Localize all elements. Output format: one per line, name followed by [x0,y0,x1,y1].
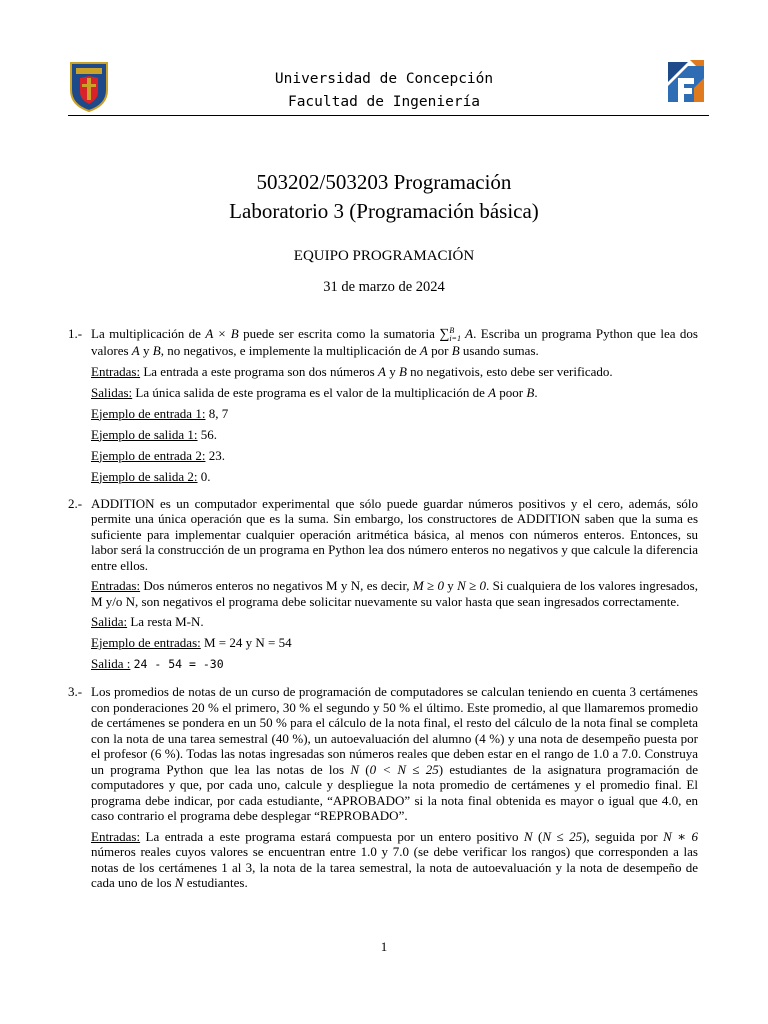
example-output-line: Salida : 24 - 54 = -30 [91,656,224,672]
output-line: Salida: La resta M-N. [91,614,204,630]
header-divider [68,115,709,116]
course-title: 503202/503203 Programación [256,170,512,194]
author: EQUIPO PROGRAMACIÓN [293,248,475,264]
exercise-statement: ADDITION es un computador experimental que sólo puede guardar números positivos y el cero, además, sólo permite una única operación que es la suma. Sin embargo, los constructores de ADDITION saben que la suma es suficiente para implementar cualquier operación aritmética básica, al menos con números enteros. Entonces, su labor será la construcción de un programa en Python lea dos número enteros no negativos y que calcule la diferencia entre ellos. [91,495,698,573]
example-line: Ejemplo de salida 1: 56. [91,426,218,442]
inputs-line: Entradas: La entrada a este programa estará compuesta por un entero positivo N (N ≤ 25), seguida por N ∗ 6 números reales cuyos valores se encuentran entre 1.0 y 7.0 (se debe verificar los rangos) que corresponden a las notas de los certámenes 1 al 3, la nota de la tarea semestral, la nota de autoevaluación y la nota de desempeño de cada uno de los N estudiantes. [91,828,698,891]
example-line: Ejemplo de entrada 1: 8, 7 [91,405,229,421]
example-line: Ejemplo de entrada 2: 23. [91,447,225,463]
exercise-statement: La multiplicación de A × B puede ser escrita como la sumatoria ∑B i=1 A. Escriba un programa Python que lea dos valores A y B, no negativos, e implemente la multiplicación de A por B usando sumas. [91,326,698,359]
summation: ∑ [439,327,450,342]
exercise-2 [68,496,698,679]
document-title [0,168,768,226]
university-name: Universidad de Concepción [274,71,494,87]
date: 31 de marzo de 2024 [323,279,445,295]
lab-title: Laboratorio 3 (Programación básica) [229,199,539,223]
exercise-number: 1.- [68,326,83,341]
exercise-number: 3.- [68,684,83,700]
outputs-line: Salidas: La única salida de este programa es el valor de la multiplicación de A poor B. [91,384,538,400]
inputs-line: Entradas: Dos números enteros no negativos M y N, es decir, M ≥ 0 y N ≥ 0. Si cualquiera de los valores ingresados, M y/o N, son negativos el programa debe solicitar nuevamente su valor hasta que sean ingresados correctamente. [91,578,698,609]
exercise-statement: Los promedios de notas de un curso de programación de computadores se calculan teniendo en cuenta 3 certámenes con ponderaciones 20 % el primero, 30 % el segundo y 50 % el último. Este promedio, al que llamaremos promedio de certámenes se pondera en un 50 % para el cálculo de la nota final, el resto del cálculo de la nota final se completa con la nota de una tarea semestral (40 %), un autoevaluación del alumno (4 %) y una nota de desempeño puesta por el profesor (6 %). Todas las notas ingresadas son números reales que deben estar en el rango de 1.0 a 7.0. Construya un programa Python que lea las notas de los N (0 < N ≤ 25) estudiantes de la asignatura programación de computadores y que, por cada uno, calcule y despliegue la nota promedio de certámenes y el promedio final. El programa debe indicar, por cada estudiante, “APROBADO” si la nota final obtenida es mayor o igual que 4.0, en caso contrario el programa debe desplegar “REPROBADO”. [91,684,698,824]
page-number: 1 [380,939,388,954]
faculty-logo-icon [664,58,706,106]
exercise-number: 2.- [68,495,83,511]
exercise-1 [68,326,698,490]
header-block [0,68,768,114]
exercise-list [68,326,698,902]
faculty-name: Facultad de Ingeniería [287,94,481,110]
inputs-line: Entradas: La entrada a este programa son dos números A y B no negativois, esto debe ser verificado. [91,363,613,379]
example-line: Ejemplo de salida 2: 0. [91,468,211,484]
exercise-3 [68,684,698,896]
example-input-line: Ejemplo de entradas: M = 24 y N = 54 [91,635,292,651]
